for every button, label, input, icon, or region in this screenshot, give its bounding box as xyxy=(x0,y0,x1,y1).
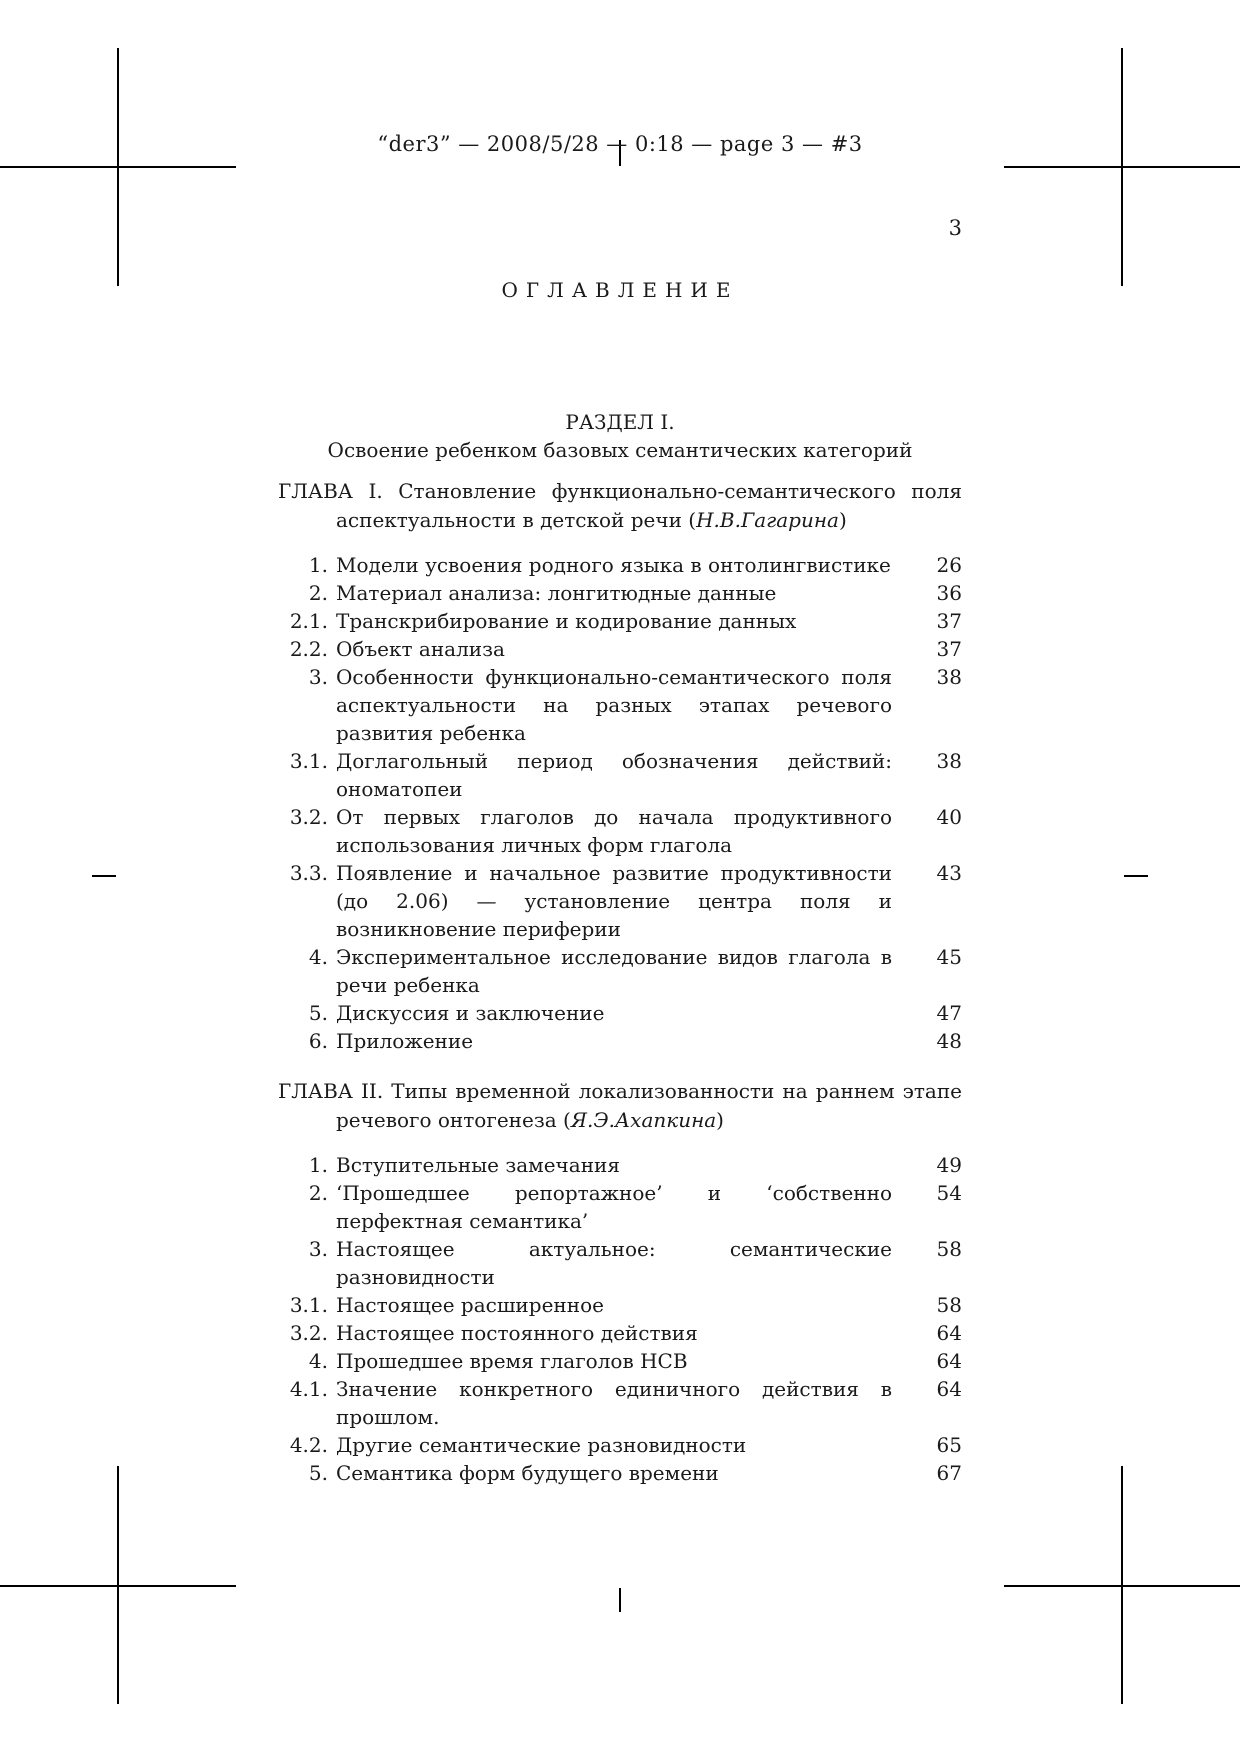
toc-entry[interactable] xyxy=(278,859,962,943)
toc-entry[interactable] xyxy=(278,1347,962,1375)
entry-number: 4.2. xyxy=(289,1433,328,1457)
entry-page: 40 xyxy=(936,805,962,829)
entry-number: 4.1. xyxy=(289,1377,328,1401)
section-subtitle: Освоение ребенком базовых семантических категорий xyxy=(327,438,913,462)
entry-title: От первых глаголов до начала продуктивного использования личных форм глагола xyxy=(336,805,892,857)
toc-entry[interactable] xyxy=(278,1459,962,1487)
crop-mark-bottom-left-horizontal xyxy=(0,1585,236,1587)
entry-title: Транскрибирование и кодирование данных xyxy=(336,609,797,633)
entry-page: 48 xyxy=(936,1029,962,1053)
entry-title: Модели усвоения родного языка в онтолингвистике xyxy=(336,553,891,577)
toc-entry[interactable] xyxy=(278,999,962,1027)
entry-page: 37 xyxy=(936,637,962,661)
entry-title: Прошедшее время глаголов НСВ xyxy=(336,1349,688,1373)
toc-entry[interactable] xyxy=(278,1291,962,1319)
entry-title: Значение конкретного единичного действия в прошлом. xyxy=(336,1377,892,1429)
running-head: “der3” — 2008/5/28 — 0:18 — page 3 — #3 xyxy=(377,132,863,156)
entry-number: 3.1. xyxy=(289,749,328,773)
entry-title: Вступительные замечания xyxy=(336,1153,620,1177)
entry-number: 3. xyxy=(308,665,328,689)
entry-title: Особенности функционально-семантического поля аспектуальности на разных этапах речевого развития ребенка xyxy=(336,665,892,745)
toc-entry[interactable] xyxy=(278,1235,962,1291)
entry-number: 3.2. xyxy=(289,805,328,829)
entry-title: Настоящее расширенное xyxy=(336,1293,604,1317)
entry-number: 5. xyxy=(308,1461,328,1485)
chapter-authors: Я.Э.Ахапкина xyxy=(570,1108,717,1132)
entry-title: Семантика форм будущего времени xyxy=(336,1461,719,1485)
center-mark-right xyxy=(1124,875,1148,877)
entry-number: 3. xyxy=(308,1237,328,1261)
crop-mark-top-left-horizontal xyxy=(0,166,236,168)
entry-page: 43 xyxy=(936,861,962,885)
chapter-title: ГЛАВА II. Типы временной локализованности на раннем этапе речевого онтогенеза xyxy=(278,1079,962,1132)
entry-page: 58 xyxy=(936,1293,962,1317)
center-mark-left xyxy=(92,875,116,877)
toc-entry[interactable] xyxy=(278,1319,962,1347)
entry-number: 4. xyxy=(308,945,328,969)
entry-page: 47 xyxy=(936,1001,962,1025)
entry-title: Появление и начальное развитие продуктивности (до 2.06) — установление центра поля и возникновение периферии xyxy=(336,861,892,941)
entry-page: 38 xyxy=(936,665,962,689)
entry-number: 5. xyxy=(308,1001,328,1025)
entry-title: Материал анализа: лонгитюдные данные xyxy=(336,581,777,605)
entry-title: Приложение xyxy=(336,1029,474,1053)
entry-number: 3.3. xyxy=(289,861,328,885)
crop-mark-top-right-horizontal xyxy=(1004,166,1240,168)
entry-title: Объект анализа xyxy=(336,637,505,661)
entry-page: 58 xyxy=(936,1237,962,1261)
crop-mark-bottom-right-horizontal xyxy=(1004,1585,1240,1587)
entry-title: Экспериментальное исследование видов глагола в речи ребенка xyxy=(336,945,892,997)
chapter-heading: ГЛАВА II. Типы временной локализованности на раннем этапе речевого онтогенеза (Я.Э.Ахапкина) xyxy=(278,1079,962,1132)
entry-number: 1. xyxy=(308,1153,328,1177)
chapter-title: ГЛАВА I. Становление функционально-семантического поля аспектуальности в детской речи xyxy=(278,479,962,532)
entry-page: 38 xyxy=(936,749,962,773)
entry-page: 54 xyxy=(936,1181,962,1205)
entry-number: 6. xyxy=(308,1029,328,1053)
entry-number: 2. xyxy=(308,1181,328,1205)
entry-page: 64 xyxy=(936,1349,962,1373)
entry-number: 2.2. xyxy=(289,637,328,661)
entry-number: 3.2. xyxy=(289,1321,328,1345)
entry-number: 2.1. xyxy=(289,609,328,633)
chapter-entries xyxy=(278,551,962,1055)
entry-page: 36 xyxy=(936,581,962,605)
toc-title: ОГЛАВЛЕНИЕ xyxy=(501,278,739,302)
toc-entry[interactable] xyxy=(278,1431,962,1459)
section-heading xyxy=(278,408,962,464)
entry-number: 3.1. xyxy=(289,1293,328,1317)
entry-title: Дискуссия и заключение xyxy=(336,1001,605,1025)
entry-title: ‘Прошедшее репортажное’ и ‘собственно перфектная семантика’ xyxy=(336,1181,892,1233)
section-label: РАЗДЕЛ I. xyxy=(565,410,675,434)
entry-page: 64 xyxy=(936,1377,962,1401)
entry-title: Настоящее постоянного действия xyxy=(336,1321,698,1345)
toc-entry[interactable] xyxy=(278,579,962,607)
entry-number: 2. xyxy=(308,581,328,605)
entry-number: 4. xyxy=(308,1349,328,1373)
toc-entry[interactable] xyxy=(278,607,962,635)
entry-page: 45 xyxy=(936,945,962,969)
toc-entry[interactable] xyxy=(278,943,962,999)
toc-entry[interactable] xyxy=(278,1375,962,1431)
toc-entry[interactable] xyxy=(278,1027,962,1055)
entry-page: 65 xyxy=(936,1433,962,1457)
table-of-contents xyxy=(278,408,962,1487)
chapter-entries xyxy=(278,1151,962,1487)
toc-entry[interactable] xyxy=(278,1151,962,1179)
chapter-heading: ГЛАВА I. Становление функционально-семантического поля аспектуальности в детской речи (Н.В.Гагарина) xyxy=(278,479,962,532)
entry-title: Доглагольный период обозначения действий: ономатопеи xyxy=(336,749,892,801)
entry-page: 64 xyxy=(936,1321,962,1345)
toc-entry[interactable] xyxy=(278,663,962,747)
toc-entry[interactable] xyxy=(278,635,962,663)
chapter-authors: Н.В.Гагарина xyxy=(696,508,839,532)
toc-entry[interactable] xyxy=(278,803,962,859)
page-number: 3 xyxy=(948,216,962,240)
entry-number: 1. xyxy=(308,553,328,577)
toc-entry[interactable] xyxy=(278,551,962,579)
toc-entry[interactable] xyxy=(278,747,962,803)
center-mark-bottom xyxy=(619,1588,621,1612)
entry-page: 37 xyxy=(936,609,962,633)
entry-title: Настоящее актуальное: семантические разновидности xyxy=(336,1237,892,1289)
entry-page: 49 xyxy=(936,1153,962,1177)
entry-title: Другие семантические разновидности xyxy=(336,1433,747,1457)
toc-entry[interactable] xyxy=(278,1179,962,1235)
entry-page: 67 xyxy=(936,1461,962,1485)
entry-page: 26 xyxy=(936,553,962,577)
